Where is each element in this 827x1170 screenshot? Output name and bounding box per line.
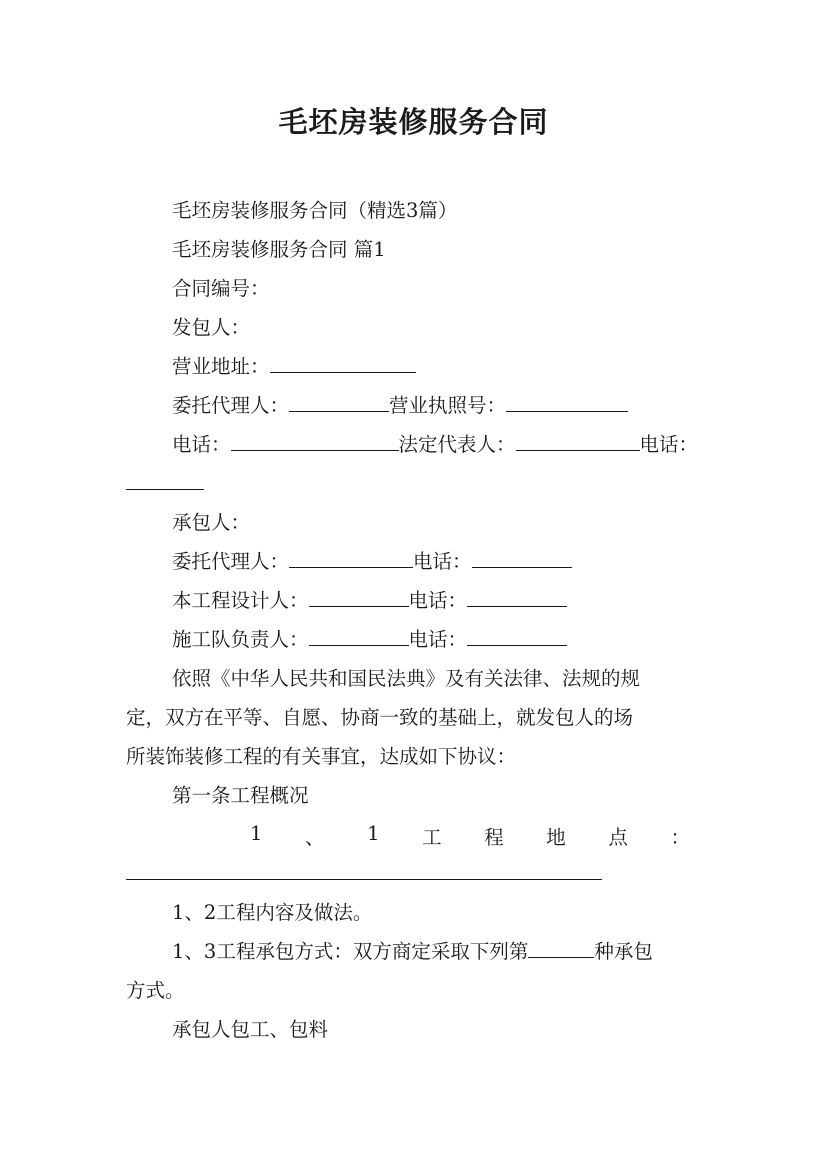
agent-blank[interactable] bbox=[289, 393, 389, 412]
item-1-2: 1、2工程内容及做法。 bbox=[172, 901, 373, 924]
document-subtitle: 毛坯房装修服务合同（精选3篇） bbox=[172, 199, 458, 222]
designer-line bbox=[172, 588, 567, 614]
item-1-1-char: 点 bbox=[608, 826, 628, 849]
item-1-3-continuation: 方式。 bbox=[126, 979, 185, 1002]
license-blank[interactable] bbox=[506, 393, 628, 412]
employer-agent-line bbox=[172, 393, 628, 419]
phone-blank-2[interactable] bbox=[126, 471, 204, 490]
employer-phone-line bbox=[172, 432, 698, 458]
item-1-3-text: 1、3工程承包方式：双方商定采取下列第 bbox=[172, 940, 529, 963]
designer-blank[interactable] bbox=[309, 588, 409, 607]
legal-rep-label: 法定代表人： bbox=[398, 433, 516, 456]
contractor-label: 承包人： bbox=[172, 511, 251, 534]
phone-continuation bbox=[126, 471, 204, 497]
agent-blank-2[interactable] bbox=[289, 549, 413, 568]
item-1-1-char: 工 bbox=[422, 826, 442, 849]
item-1-3-line bbox=[172, 939, 653, 965]
agent-label: 委托代理人： bbox=[172, 394, 290, 417]
item-1-1-char: 、 bbox=[305, 826, 325, 849]
team-lead-line bbox=[172, 627, 567, 653]
designer-label: 本工程设计人： bbox=[172, 589, 309, 612]
option-1: 承包人包工、包料 bbox=[172, 1018, 329, 1041]
paragraph-line-1: 依照《中华人民共和国民法典》及有关法律、法规的规 bbox=[172, 667, 641, 690]
item-1-1-char: 1 bbox=[367, 822, 380, 845]
business-address-blank[interactable] bbox=[270, 354, 416, 373]
document-title: 毛坯房装修服务合同 bbox=[278, 105, 549, 139]
agent-label-2: 委托代理人： bbox=[172, 550, 290, 573]
contract-mode-blank[interactable] bbox=[528, 939, 594, 958]
team-lead-label: 施工队负责人： bbox=[172, 628, 309, 651]
team-lead-blank[interactable] bbox=[309, 627, 409, 646]
item-1-1-char: 程 bbox=[484, 826, 504, 849]
phone-label-5: 电话： bbox=[408, 628, 468, 651]
phone-label-2: 电话： bbox=[639, 433, 699, 456]
item-1-1-char: ： bbox=[670, 826, 690, 849]
item-1-3-text-2: 种承包 bbox=[594, 940, 653, 963]
phone-blank[interactable] bbox=[231, 432, 399, 451]
article-1-heading: 第一条工程概况 bbox=[172, 784, 309, 807]
phone-label: 电话： bbox=[172, 433, 231, 456]
part-heading: 毛坯房装修服务合同 篇1 bbox=[172, 238, 386, 261]
paragraph-line-3: 所装饰装修工程的有关事宜，达成如下协议： bbox=[126, 745, 517, 768]
phone-label-3: 电话： bbox=[413, 550, 472, 573]
contract-number-label: 合同编号： bbox=[172, 277, 270, 300]
item-1-1-char: 1 bbox=[250, 822, 263, 845]
phone-label-4: 电话： bbox=[408, 589, 468, 612]
phone-blank-3[interactable] bbox=[472, 549, 572, 568]
legal-rep-blank[interactable] bbox=[516, 432, 640, 451]
license-label: 营业执照号： bbox=[389, 394, 507, 417]
business-address-line bbox=[172, 354, 416, 380]
paragraph-line-2: 定，双方在平等、自愿、协商一致的基础上，就发包人的场 bbox=[126, 706, 634, 729]
contractor-agent-line bbox=[172, 549, 572, 575]
business-address-label: 营业地址： bbox=[172, 355, 270, 378]
item-1-1-line bbox=[250, 822, 690, 850]
phone-blank-5[interactable] bbox=[467, 627, 567, 646]
item-1-1-blank-line bbox=[126, 861, 602, 887]
item-1-1-char: 地 bbox=[546, 826, 566, 849]
phone-blank-4[interactable] bbox=[467, 588, 567, 607]
site-location-blank[interactable] bbox=[126, 861, 602, 880]
employer-label: 发包人： bbox=[172, 316, 251, 339]
